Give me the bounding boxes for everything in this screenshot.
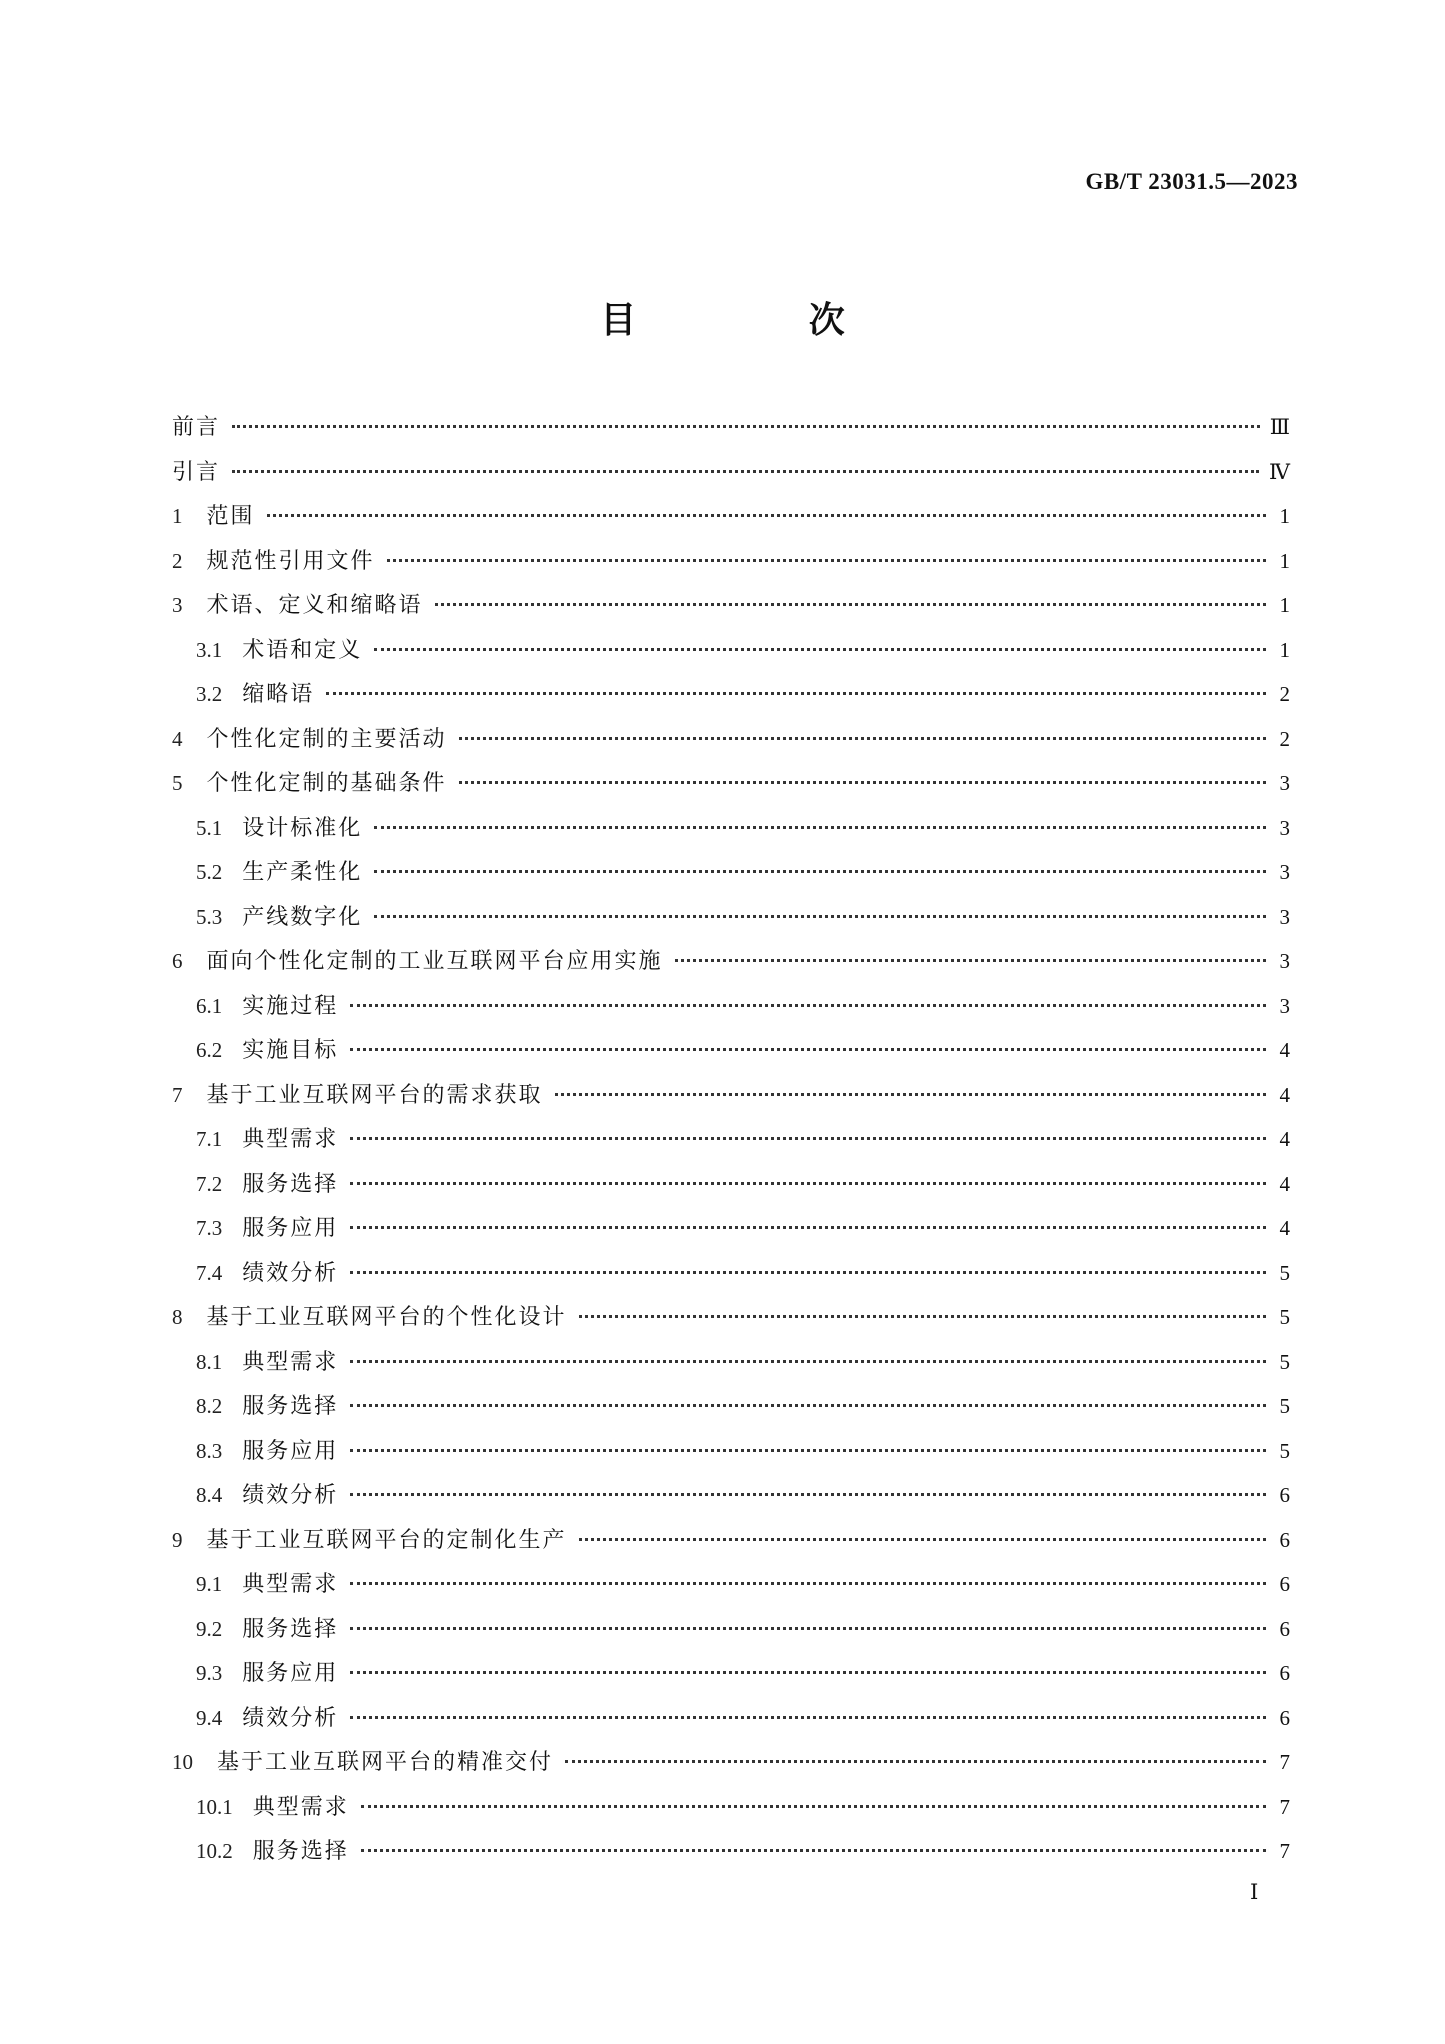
toc-entry-title: 绩效分析 bbox=[242, 1705, 339, 1731]
toc-entry-title: 服务选择 bbox=[242, 1394, 339, 1419]
toc-leader-dots bbox=[350, 1671, 1266, 1674]
toc-entry[interactable] bbox=[172, 1656, 1290, 1701]
toc-entry[interactable] bbox=[172, 1745, 1290, 1790]
toc-entry-number: 5.3 bbox=[196, 904, 223, 929]
toc-entry-title: 基于工业互联网平台的个性化设计 bbox=[206, 1305, 567, 1330]
toc-entry[interactable] bbox=[172, 989, 1290, 1034]
toc-entry-page: 2 bbox=[1279, 682, 1290, 706]
toc-entry[interactable] bbox=[172, 944, 1290, 989]
toc-leader-dots bbox=[350, 1182, 1266, 1185]
toc-entry[interactable] bbox=[172, 1478, 1290, 1523]
toc-leader-dots bbox=[350, 1360, 1266, 1363]
toc-entry-page: 6 bbox=[1279, 1483, 1290, 1507]
toc-entry[interactable] bbox=[172, 900, 1290, 945]
toc-entry-title: 绩效分析 bbox=[242, 1483, 339, 1508]
toc-entry-title: 实施目标 bbox=[242, 1038, 339, 1063]
table-of-contents bbox=[172, 410, 1290, 1879]
toc-entry-number: 9 bbox=[172, 1527, 183, 1552]
toc-entry-page: 1 bbox=[1279, 548, 1290, 573]
toc-entry-number: 1 bbox=[172, 504, 183, 528]
toc-entry-title: 典型需求 bbox=[252, 1794, 349, 1820]
toc-entry[interactable] bbox=[172, 1834, 1290, 1879]
toc-entry-title: 基于工业互联网平台的定制化生产 bbox=[206, 1527, 567, 1553]
toc-entry-title: 缩略语 bbox=[242, 682, 315, 707]
toc-leader-dots bbox=[350, 1137, 1266, 1140]
toc-entry-page: 6 bbox=[1279, 1572, 1290, 1596]
toc-entry-page: Ⅲ bbox=[1269, 415, 1290, 439]
toc-leader-dots bbox=[374, 915, 1266, 918]
toc-entry-title: 个性化定制的基础条件 bbox=[206, 771, 447, 796]
toc-entry-number: 8.2 bbox=[196, 1394, 223, 1418]
toc-entry[interactable] bbox=[172, 1523, 1290, 1568]
toc-entry-number: 6.2 bbox=[196, 1038, 223, 1062]
toc-entry-number: 8 bbox=[172, 1305, 183, 1329]
toc-entry-page: 5 bbox=[1279, 1260, 1290, 1285]
toc-leader-dots bbox=[232, 425, 1260, 428]
toc-entry-title: 服务选择 bbox=[242, 1616, 339, 1642]
toc-entry-page: 5 bbox=[1279, 1394, 1290, 1418]
toc-entry[interactable] bbox=[172, 1567, 1290, 1612]
toc-entry-title: 产线数字化 bbox=[242, 904, 363, 930]
toc-leader-dots bbox=[232, 470, 1259, 473]
toc-entry-title: 实施过程 bbox=[242, 993, 339, 1019]
toc-entry-page: Ⅳ bbox=[1269, 459, 1290, 484]
toc-entry[interactable] bbox=[172, 1790, 1290, 1835]
toc-leader-dots bbox=[267, 514, 1266, 517]
toc-entry-number: 2 bbox=[172, 548, 183, 573]
toc-entry-title: 典型需求 bbox=[242, 1572, 339, 1597]
toc-entry-title: 服务选择 bbox=[252, 1839, 349, 1864]
toc-leader-dots bbox=[374, 826, 1266, 829]
toc-entry[interactable] bbox=[172, 1078, 1290, 1123]
toc-leader-dots bbox=[459, 737, 1266, 740]
toc-entry-page: 6 bbox=[1279, 1705, 1290, 1730]
standard-code: GB/T 23031.5—2023 bbox=[1085, 169, 1298, 194]
toc-entry-number: 7.2 bbox=[196, 1171, 223, 1196]
toc-entry-title: 基于工业互联网平台的需求获取 bbox=[206, 1082, 543, 1108]
toc-entry-title: 绩效分析 bbox=[242, 1260, 339, 1286]
toc-entry-number: 7.4 bbox=[196, 1260, 223, 1285]
toc-entry-page: 7 bbox=[1279, 1750, 1290, 1774]
toc-leader-dots bbox=[387, 559, 1266, 562]
toc-entry-number: 7 bbox=[172, 1082, 183, 1107]
toc-entry-title: 服务应用 bbox=[242, 1661, 339, 1686]
toc-entry-number: 8.3 bbox=[196, 1438, 223, 1463]
toc-entry-page: 1 bbox=[1279, 637, 1290, 662]
toc-entry[interactable] bbox=[172, 588, 1290, 633]
toc-leader-dots bbox=[675, 959, 1266, 962]
toc-entry-title: 前言 bbox=[172, 415, 221, 440]
toc-leader-dots bbox=[361, 1805, 1266, 1808]
toc-entry-number: 3 bbox=[172, 593, 183, 617]
toc-leader-dots bbox=[374, 648, 1266, 651]
toc-entry-page: 7 bbox=[1279, 1794, 1290, 1819]
toc-entry-title: 术语、定义和缩略语 bbox=[206, 593, 423, 618]
toc-leader-dots bbox=[350, 1449, 1266, 1452]
toc-entry[interactable] bbox=[172, 1612, 1290, 1657]
toc-entry-page: 3 bbox=[1279, 815, 1290, 840]
toc-leader-dots bbox=[350, 1493, 1266, 1496]
toc-entry-number: 3.2 bbox=[196, 682, 223, 706]
toc-leader-dots bbox=[374, 870, 1266, 873]
toc-entry[interactable] bbox=[172, 1211, 1290, 1256]
toc-entry[interactable] bbox=[172, 1389, 1290, 1434]
toc-entry[interactable] bbox=[172, 1300, 1290, 1345]
toc-entry-page: 5 bbox=[1279, 1349, 1290, 1374]
toc-entry-page: 1 bbox=[1279, 593, 1290, 617]
toc-entry-page: 4 bbox=[1279, 1216, 1290, 1240]
toc-entry-number: 3.1 bbox=[196, 637, 223, 662]
toc-entry-page: 7 bbox=[1279, 1839, 1290, 1863]
toc-leader-dots bbox=[350, 1716, 1266, 1719]
toc-entry-title: 面向个性化定制的工业互联网平台应用实施 bbox=[206, 949, 663, 974]
toc-leader-dots bbox=[350, 1627, 1266, 1630]
toc-entry[interactable] bbox=[172, 544, 1290, 589]
toc-entry-number: 9.4 bbox=[196, 1705, 223, 1730]
toc-entry[interactable] bbox=[172, 766, 1290, 811]
toc-entry-page: 6 bbox=[1279, 1661, 1290, 1685]
toc-leader-dots bbox=[326, 692, 1266, 695]
toc-entry-page: 4 bbox=[1279, 1171, 1290, 1196]
toc-entry-number: 9.1 bbox=[196, 1572, 223, 1596]
toc-entry-number: 8.4 bbox=[196, 1483, 223, 1507]
toc-entry[interactable] bbox=[172, 1256, 1290, 1301]
toc-leader-dots bbox=[350, 1582, 1266, 1585]
toc-leader-dots bbox=[350, 1048, 1266, 1051]
toc-leader-dots bbox=[555, 1093, 1266, 1096]
toc-entry-number: 5.1 bbox=[196, 815, 223, 840]
toc-entry-page: 2 bbox=[1279, 726, 1290, 751]
toc-entry-page: 5 bbox=[1279, 1438, 1290, 1463]
toc-entry-title: 术语和定义 bbox=[242, 637, 363, 663]
toc-entry-number: 7.3 bbox=[196, 1216, 223, 1240]
toc-entry-page: 4 bbox=[1279, 1082, 1290, 1107]
toc-entry-title: 基于工业互联网平台的精准交付 bbox=[217, 1750, 554, 1775]
toc-entry[interactable] bbox=[172, 1701, 1290, 1746]
toc-leader-dots bbox=[579, 1315, 1266, 1318]
toc-entry-title: 引言 bbox=[172, 459, 221, 485]
toc-entry[interactable] bbox=[172, 455, 1290, 500]
toc-entry[interactable] bbox=[172, 1434, 1290, 1479]
toc-entry-number: 4 bbox=[172, 726, 183, 751]
toc-entry-number: 5.2 bbox=[196, 860, 223, 884]
toc-leader-dots bbox=[579, 1538, 1266, 1541]
toc-entry-title: 规范性引用文件 bbox=[206, 548, 375, 574]
toc-entry-number: 9.2 bbox=[196, 1616, 223, 1641]
toc-entry-page: 3 bbox=[1279, 860, 1290, 884]
toc-entry-number: 6.1 bbox=[196, 993, 223, 1018]
toc-leader-dots bbox=[350, 1404, 1266, 1407]
toc-title: 目 次 bbox=[600, 300, 925, 341]
toc-entry-number: 8.1 bbox=[196, 1349, 223, 1374]
toc-entry-page: 4 bbox=[1279, 1038, 1290, 1062]
toc-entry-page: 1 bbox=[1279, 504, 1290, 528]
toc-entry-number: 10.1 bbox=[196, 1794, 233, 1819]
toc-entry-page: 3 bbox=[1279, 771, 1290, 795]
toc-leader-dots bbox=[350, 1271, 1266, 1274]
toc-entry-title: 范围 bbox=[206, 504, 255, 529]
toc-entry-page: 4 bbox=[1279, 1127, 1290, 1151]
toc-leader-dots bbox=[459, 781, 1266, 784]
toc-entry-title: 设计标准化 bbox=[242, 815, 363, 841]
toc-entry-page: 3 bbox=[1279, 904, 1290, 929]
toc-entry-number: 9.3 bbox=[196, 1661, 223, 1685]
toc-entry[interactable] bbox=[172, 855, 1290, 900]
toc-entry-title: 个性化定制的主要活动 bbox=[206, 726, 447, 752]
toc-entry[interactable] bbox=[172, 722, 1290, 767]
toc-leader-dots bbox=[361, 1849, 1266, 1852]
toc-entry[interactable] bbox=[172, 499, 1290, 544]
toc-entry[interactable] bbox=[172, 633, 1290, 678]
toc-entry-title: 典型需求 bbox=[242, 1127, 339, 1152]
toc-leader-dots bbox=[565, 1760, 1266, 1763]
toc-entry-title: 典型需求 bbox=[242, 1349, 339, 1375]
page-number: Ⅰ bbox=[1250, 1880, 1259, 1904]
toc-entry-number: 7.1 bbox=[196, 1127, 223, 1151]
toc-entry-number: 5 bbox=[172, 771, 183, 795]
toc-entry-number: 10 bbox=[172, 1750, 193, 1774]
toc-leader-dots bbox=[435, 603, 1266, 606]
toc-entry[interactable] bbox=[172, 1122, 1290, 1167]
toc-entry[interactable] bbox=[172, 677, 1290, 722]
toc-entry[interactable] bbox=[172, 1167, 1290, 1212]
toc-entry-number: 6 bbox=[172, 949, 183, 973]
toc-entry[interactable] bbox=[172, 811, 1290, 856]
toc-entry[interactable] bbox=[172, 1033, 1290, 1078]
toc-leader-dots bbox=[350, 1226, 1266, 1229]
toc-entry-title: 服务选择 bbox=[242, 1171, 339, 1197]
toc-leader-dots bbox=[350, 1004, 1266, 1007]
toc-entry-title: 服务应用 bbox=[242, 1438, 339, 1464]
toc-entry[interactable] bbox=[172, 1345, 1290, 1390]
toc-entry-page: 6 bbox=[1279, 1616, 1290, 1641]
toc-entry-page: 6 bbox=[1279, 1527, 1290, 1552]
toc-entry[interactable] bbox=[172, 410, 1290, 455]
toc-entry-page: 3 bbox=[1279, 949, 1290, 973]
toc-entry-title: 服务应用 bbox=[242, 1216, 339, 1241]
toc-entry-page: 3 bbox=[1279, 993, 1290, 1018]
toc-entry-number: 10.2 bbox=[196, 1839, 233, 1863]
toc-entry-page: 5 bbox=[1279, 1305, 1290, 1329]
toc-entry-title: 生产柔性化 bbox=[242, 860, 363, 885]
